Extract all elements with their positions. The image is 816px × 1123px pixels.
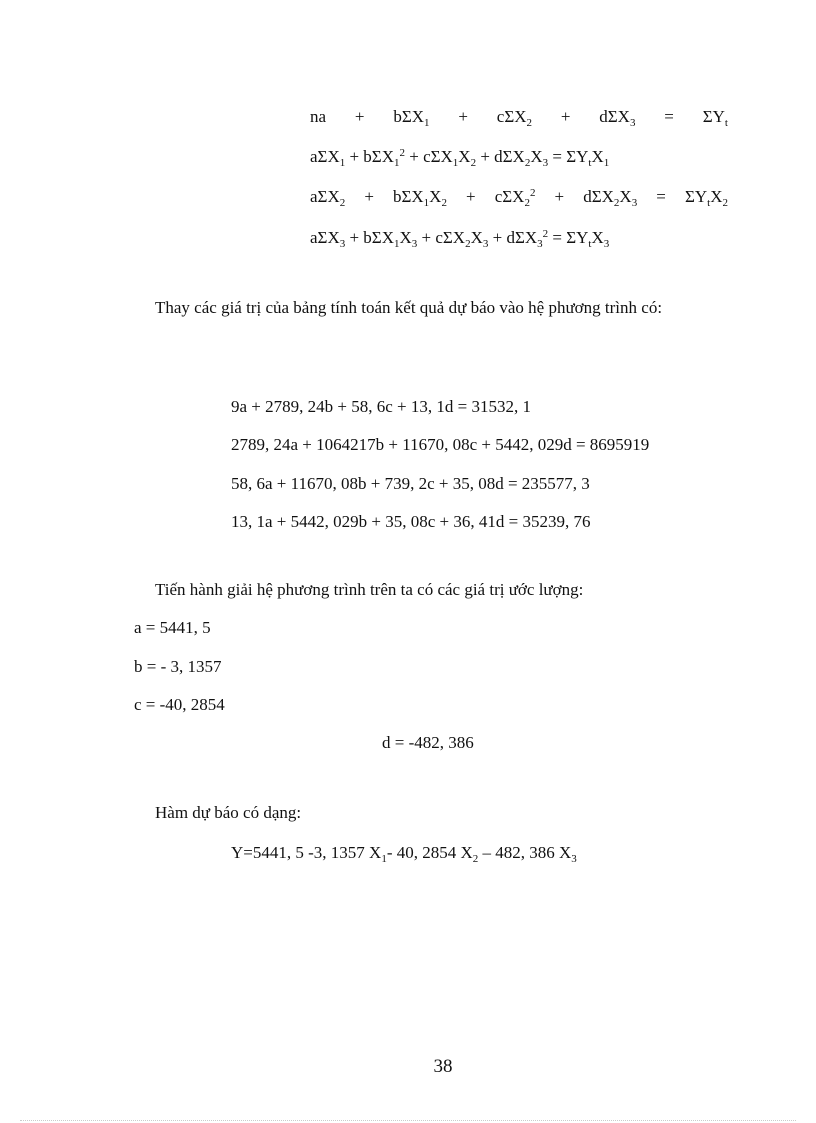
eq1-term-4: dΣX$_3$ xyxy=(599,107,636,129)
page-number: 38 xyxy=(433,1056,453,1077)
equation-2: $a\Sigma X_1 + b\Sigma X_1^2 + c\Sigma X_1X_2 + d\Sigma X_2X_3 = \Sigma Y_tX_1$ xyxy=(310,147,610,169)
eq3-rhs: $\Sigma Y_tX_2$ xyxy=(684,187,728,209)
equation-4: $a\Sigma X_3 + b\Sigma X_1X_3 + c\Sigma X_2X_3 + d\Sigma X_3^2 = \Sigma Y_tX_3$ xyxy=(310,228,610,250)
eq3-equals: = xyxy=(656,187,666,206)
eq3-op-2: + xyxy=(466,187,476,206)
estimate-b: b = - 3, 1357 xyxy=(134,657,222,676)
eq3-term-3: cΣX$_2^2$ xyxy=(494,187,536,209)
estimate-a: a = 5441, 5 xyxy=(134,618,211,637)
eq3-op-3: + xyxy=(554,187,565,206)
eq1-op-1: + xyxy=(354,107,365,126)
numeric-equation-2: 2789, 24a + 1064217b + 11670, 08c + 5442, 029d = 8695919 xyxy=(231,435,650,454)
numeric-equation-4: 13, 1a + 5442, 029b + 35, 08c + 36, 41d = 35239, 76 xyxy=(231,512,591,531)
numeric-equation-3: 58, 6a + 11670, 08b + 739, 2c + 35, 08d = 235577, 3 xyxy=(231,474,590,493)
eq1-equals: = xyxy=(664,107,674,126)
forecast-function: Y=5441, 5 -3, 1357 $X_1-$ 40, 2854 $X_2 - 482$, 386 $X_3$ xyxy=(231,843,577,865)
eq3-term-1: aΣX$_2$ xyxy=(310,187,346,209)
numeric-equation-1: 9a + 2789, 24b + 58, 6c + 13, 1d = 31532, 1 xyxy=(231,397,531,416)
equation-3 xyxy=(310,187,728,207)
eq1-rhs: $\Sigma Y_t$ xyxy=(702,107,728,129)
forecast-label: Hàm dự báo có dạng: xyxy=(155,803,302,822)
solve-text: Tiến hành giải hệ phương trình trên ta có các giá trị ước lượng: xyxy=(155,580,584,599)
intro-paragraph: Thay các giá trị của bảng tính toán kết quả dự báo vào hệ phương trình có: xyxy=(155,298,663,317)
eq1-op-2: + xyxy=(458,107,468,126)
eq1-term-3: cΣX$_2$ xyxy=(496,107,532,129)
page-bottom-rule xyxy=(20,1120,796,1121)
eq1-term-2: bΣX$_1$ xyxy=(393,107,430,129)
estimate-c: c = -40, 2854 xyxy=(134,695,225,714)
eq1-term-1: na xyxy=(310,107,327,126)
equation-1 xyxy=(310,107,728,127)
eq3-term-4: $d\Sigma X_2X_3$ xyxy=(583,187,638,209)
eq1-op-3: + xyxy=(560,107,571,126)
eq3-term-2: $b\Sigma X_1X_2$ xyxy=(393,187,447,209)
estimate-d: d = -482, 386 xyxy=(382,733,474,752)
eq3-op-1: + xyxy=(364,187,374,206)
